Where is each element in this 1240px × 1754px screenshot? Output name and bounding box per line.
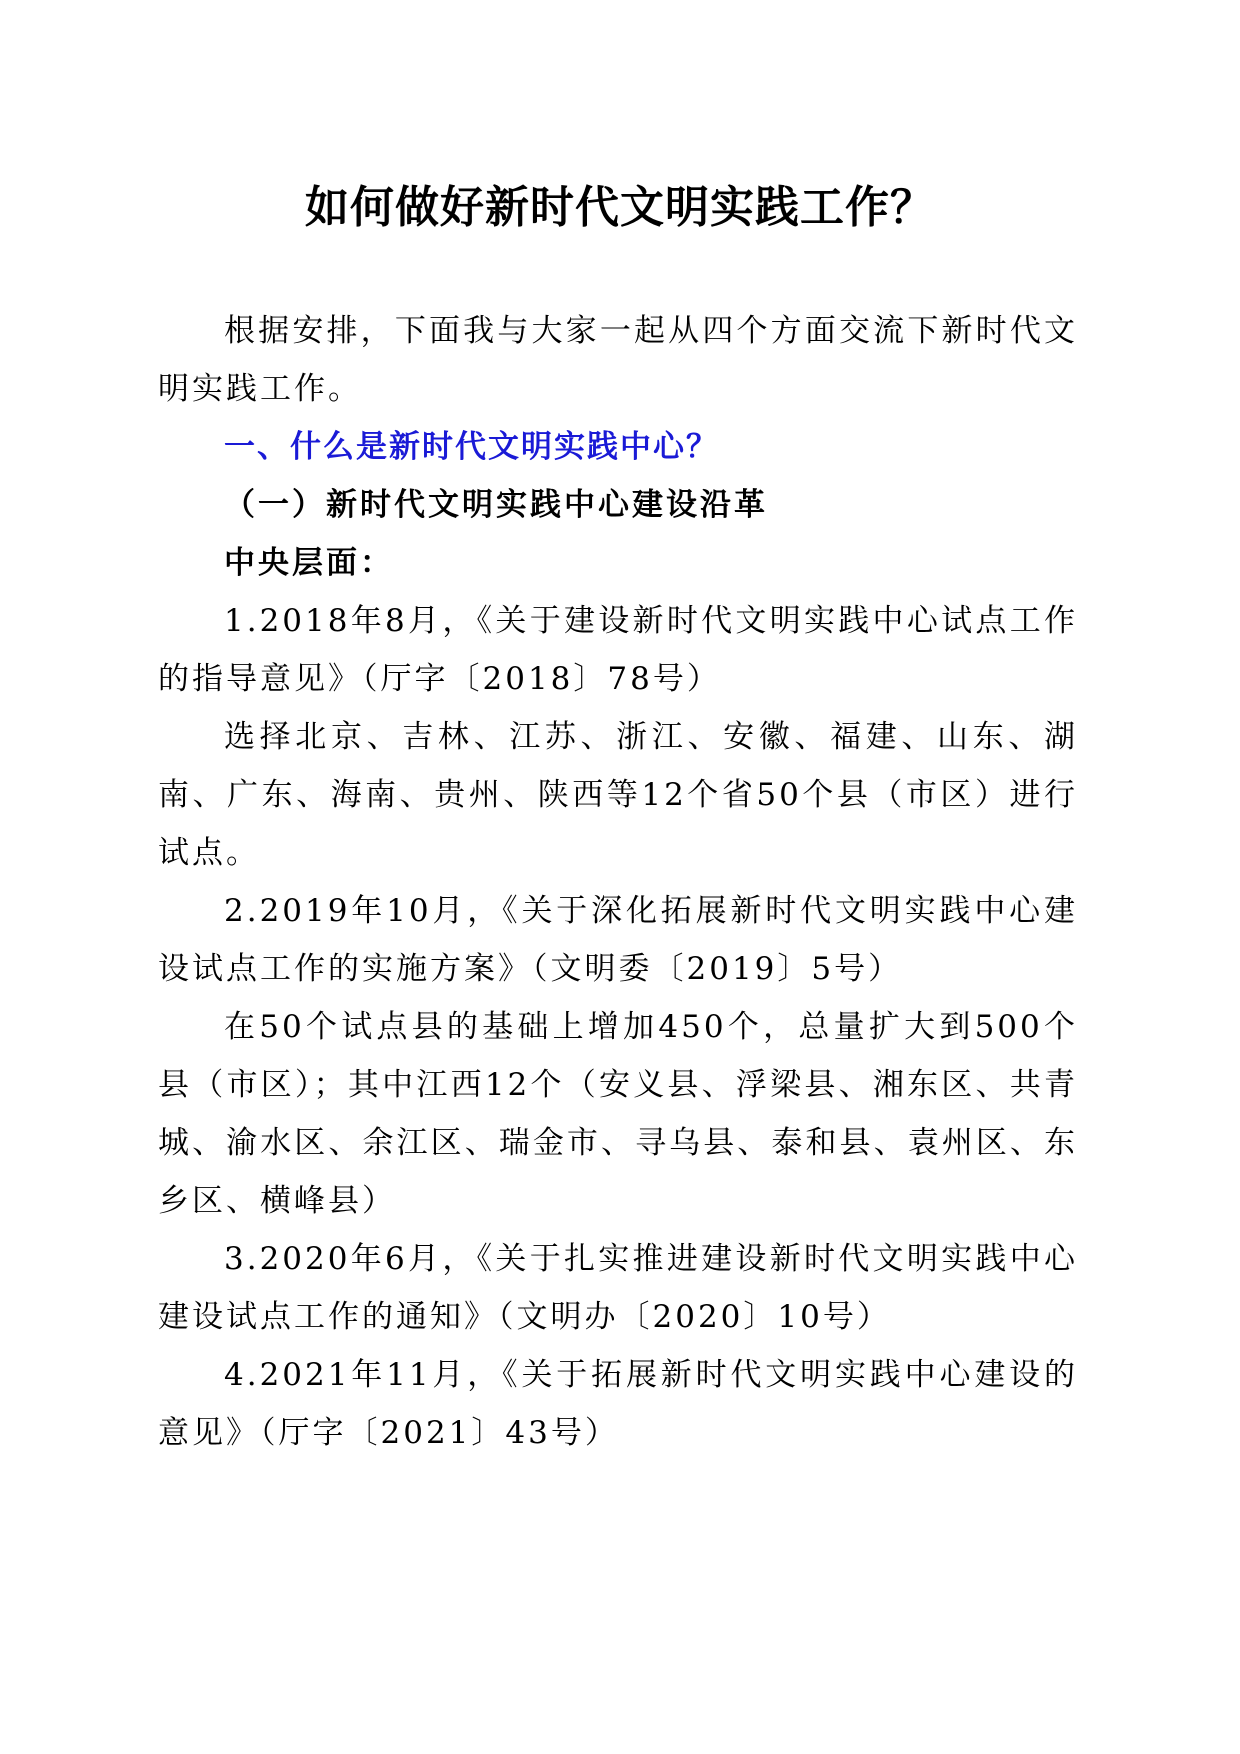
document-title: 如何做好新时代文明实践工作？ <box>305 182 935 233</box>
intro-paragraph: 根据安排，下面我与大家一起从四个方面交流下新时代文明实践工作。 <box>158 313 1078 407</box>
list-item-1: 1.2018年8月，《关于建设新时代文明实践中心试点工作的指导意见》（厅字〔2018〕78号） <box>158 603 1078 697</box>
list-item-4: 4.2021年11月，《关于拓展新时代文明实践中心建设的意见》（厅字〔2021〕43号） <box>158 1357 1078 1451</box>
document-body <box>158 302 1078 1462</box>
list-item-2-detail: 在50个试点县的基础上增加450个，总量扩大到500个县（市区）；其中江西12个（安义县、浮梁县、湘东区、共青城、渝水区、余江区、瑞金市、寻乌县、泰和县、袁州区、东乡区、横峰县） <box>158 1009 1078 1219</box>
section-heading-1: 一、什么是新时代文明实践中心？ <box>224 429 719 465</box>
central-level-heading: 中央层面： <box>224 545 394 581</box>
list-item-2: 2.2019年10月，《关于深化拓展新时代文明实践中心建设试点工作的实施方案》（文明委〔2019〕5号） <box>158 893 1078 987</box>
list-item-3: 3.2020年6月，《关于扎实推进建设新时代文明实践中心建设试点工作的通知》（文明办〔2020〕10号） <box>158 1241 1078 1335</box>
subsection-heading-1: （一）新时代文明实践中心建设沿革 <box>224 487 768 523</box>
list-item-1-detail: 选择北京、吉林、江苏、浙江、安徽、福建、山东、湖南、广东、海南、贵州、陕西等12个省50个县（市区）进行试点。 <box>158 719 1078 871</box>
